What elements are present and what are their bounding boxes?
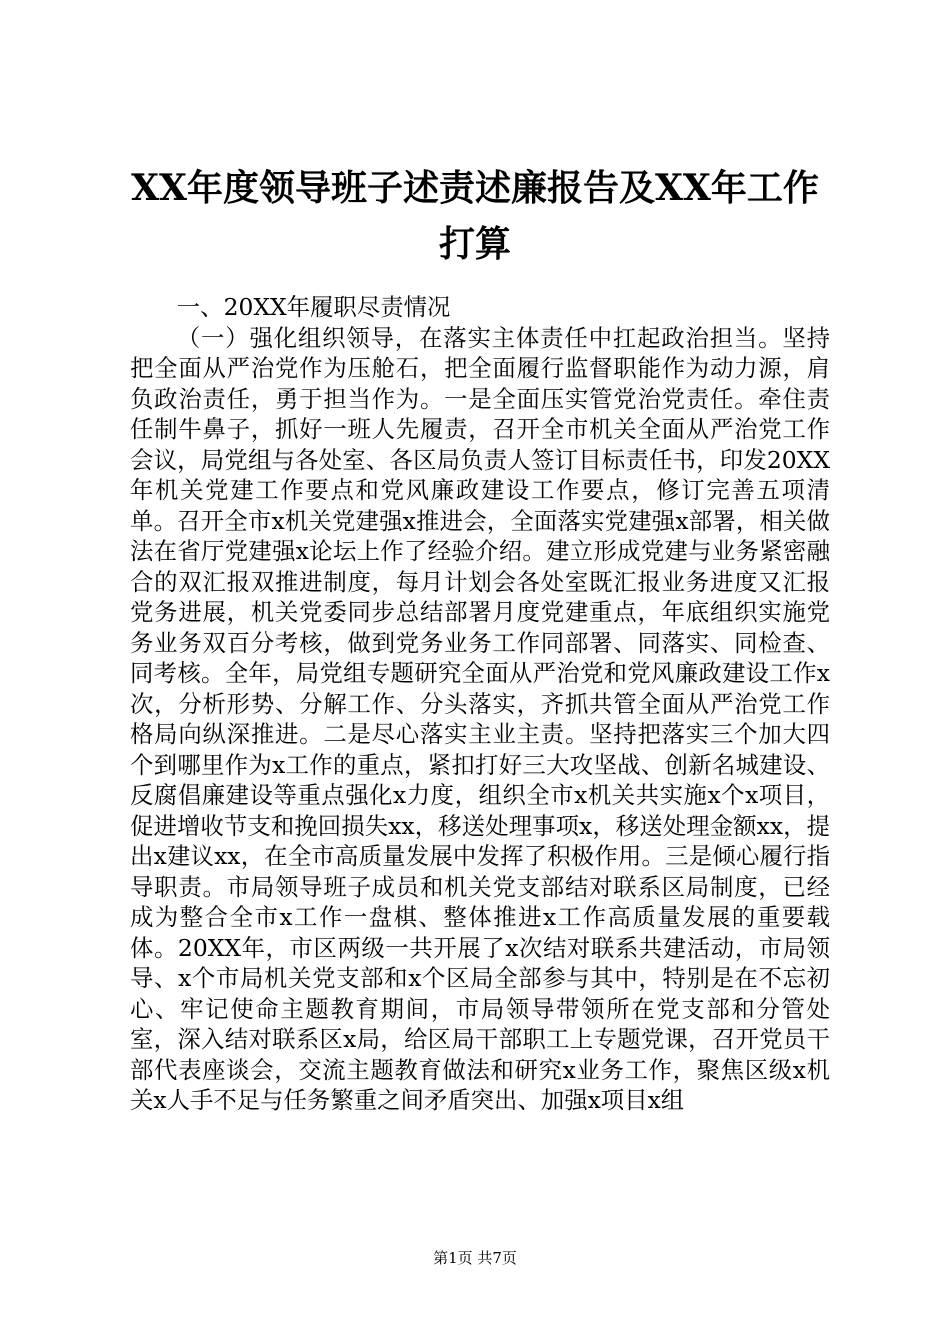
section-heading: 一、20XX年履职尽责情况 bbox=[176, 293, 451, 321]
document-title: XX年度领导班子述责述廉报告及XX年工作打算 bbox=[131, 167, 819, 265]
document-body bbox=[130, 292, 830, 1116]
page-footer: 第1页 共7页 bbox=[433, 1249, 517, 1267]
body-paragraph: （一）强化组织领导，在落实主体责任中扛起政治担当。坚持把全面从严治党作为压舱石，把全面履行监督职能作为动力源，肩负政治责任，勇于担当作为。一是全面压实管党治党责任。牵住责任制牛鼻子，抓好一班人先履责，召开全市机关全面从严治党工作会议，局党组与各处室、各区局负责人签订目标责任书，印发20XX年机关党建工作要点和党风廉政建设工作要点，修订完善五项清单。召开全市x机关党建强x推进会，全面落实党建强x部署，相关做法在省厅党建强x论坛上作了经验介绍。建立形成党建与业务紧密融合的双汇报双推进制度，每月计划会各处室既汇报业务进度又汇报党务进展，机关党委同步总结部署月度党建重点，年底组织实施党务业务双百分考核，做到党务业务工作同部署、同落实、同检查、同考核。全年，局党组专题研究全面从严治党和党风廉政建设工作x次，分析形势、分解工作、分头落实，齐抓共管全面从严治党工作格局向纵深推进。二是尽心落实主业主责。坚持把落实三个加大四个到哪里作为x工作的重点，紧扣打好三大攻坚战、创新名城建设、反腐倡廉建设等重点强化x力度，组织全市x机关共实施x个x项目，促进增收节支和挽回损失xx，移送处理事项x，移送处理金额xx，提出x建议xx，在全市高质量发展中发挥了积极作用。三是倾心履行指导职责。市局领导班子成员和机关党支部结对联系区局制度，已经成为整合全市x工作一盘棋、整体推进x工作高质量发展的重要载体。20XX年，市区两级一共开展了x次结对联系共建活动，市局领导、x个市局机关党支部和x个区局全部参与其中，特别是在不忘初心、牢记使命主题教育期间，市局领导带领所在党支部和分管处室，深入结对联系区x局，给区局干部职工上专题党课，召开党员干部代表座谈会，交流主题教育做法和研究x业务工作，聚焦区级x机关x人手不足与任务繁重之间矛盾突出、加强x项目x组 bbox=[130, 323, 830, 1114]
